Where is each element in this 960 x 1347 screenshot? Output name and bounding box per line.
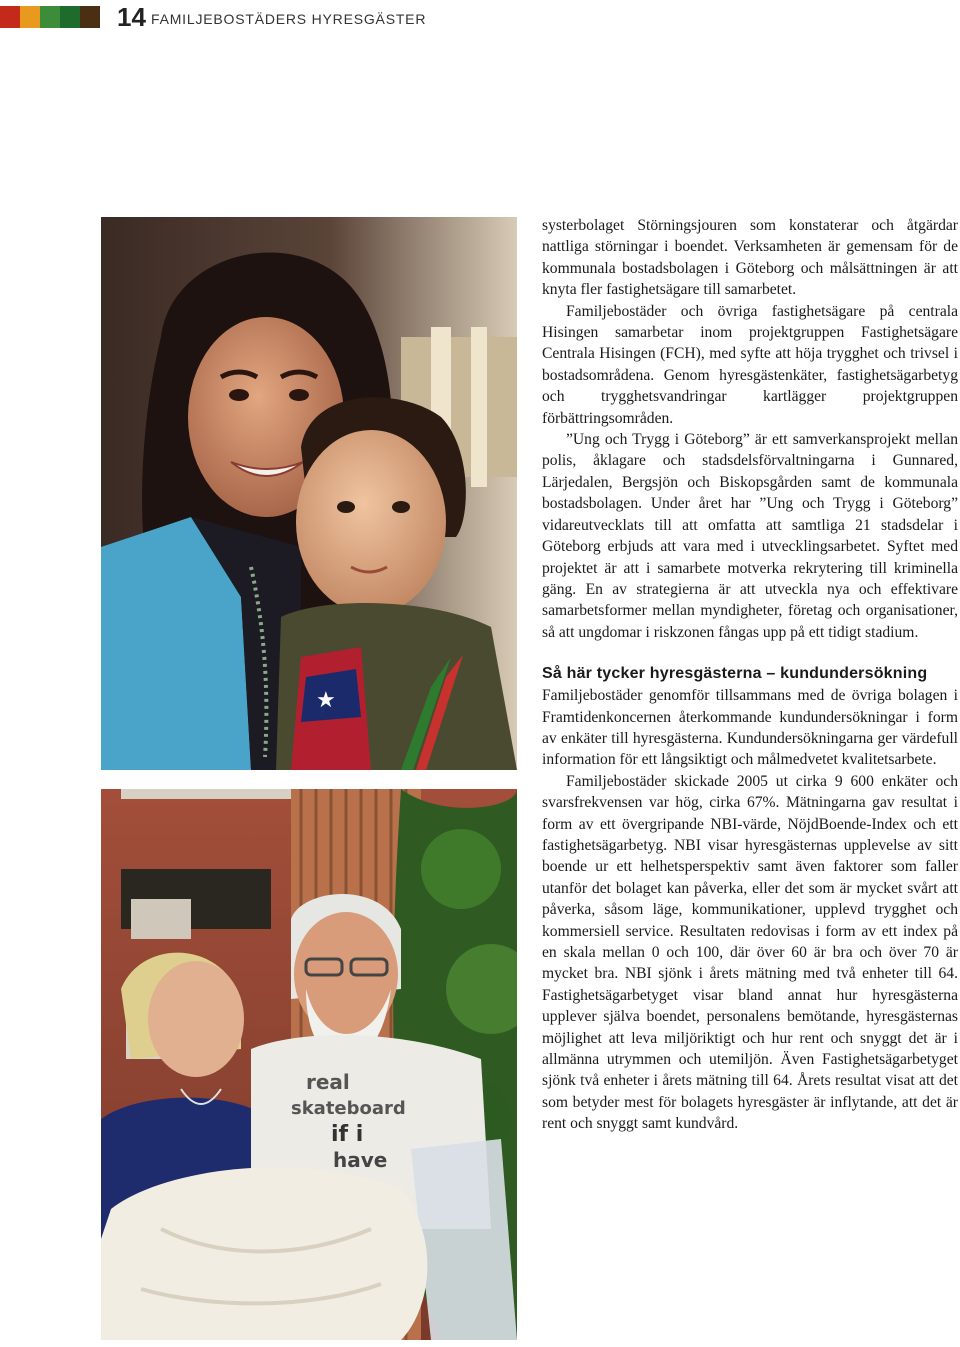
shirt-text-line-4: have	[333, 1148, 388, 1172]
color-swatch-bar	[0, 6, 100, 28]
woman-and-child-photo	[101, 217, 517, 770]
shirt-text-line-2: skateboard	[291, 1098, 406, 1119]
shirt-text-line-1: real	[306, 1070, 350, 1094]
section-heading: Så här tycker hyresgästerna – kundundersökning	[542, 665, 928, 683]
shirt-text-line-3: if i	[331, 1122, 364, 1147]
color-swatch-green	[40, 6, 60, 28]
article-body	[542, 215, 958, 1135]
svg-text:★: ★	[316, 687, 336, 712]
page-number: 14	[117, 2, 146, 32]
running-title: FAMILJEBOSTÄDERS HYRESGÄSTER	[151, 11, 427, 27]
color-swatch-orange	[20, 6, 40, 28]
color-swatch-red	[0, 6, 20, 28]
article-paragraph: ”Ung och Trygg i Göteborg” är ett samverkansprojekt mellan polis, åklagare och stadsdelsförvaltningarna i Gunnared, Lärjedalen, Bergsjön och Biskopsgården samt de kommunala bostadsbolagen. Under året har ”Ung och Trygg i Göteborg” vidareutvecklats till att omfatta att samtliga 21 stadsdelar i Göteborg erbjuds att vara med i utvecklingsarbetet. Syftet med projektet är att i samarbete motverka rekrytering till kriminella gäng. En av strategierna är att utveckla nya och effektivare samarbetsformer mellan myndigheter, företag och organisationer, så att ungdomar i riskzonen fångas upp på ett tidigt stadium.	[542, 431, 958, 641]
article-paragraph: systerbolaget Störningsjouren som konstaterar och åtgärdar nattliga störningar i boendet. Verksamheten är gemensam för de kommunala bostadsbolagen i Göteborg och målsättningen är att knyta fler fastighetsägare till samarbetet.	[542, 217, 958, 299]
elderly-couple-photo	[101, 789, 517, 1340]
article-paragraph: Familjebostäder genomför tillsammans med de övriga bolagen i Framtidenkoncernen återkommande kundundersökningar i form av enkäter till hyresgästerna. Kundundersökningarna ger värdefull information för ett långsiktigt och målmedvetet kvalitetsarbete.	[542, 687, 958, 769]
article-paragraph: Familjebostäder och övriga fastighetsägare på centrala Hisingen samarbetar inom projektgruppen Fastighetsägare Centrala Hisingen (FCH), med syfte att höja trygghet och trivsel i bostadsområdena. Genom hyresgästenkäter, fastighetsägarbetyg och trygghetsvandringar kartlägger projektgruppen förbättringsområden.	[542, 302, 958, 427]
article-paragraph: Familjebostäder skickade 2005 ut cirka 9 600 enkäter och svarsfrekvensen var hög, cirka 67%. Mätningarna gav resultat i form av ett övergripande NBI-värde, NöjdBoende-Index och ett fastighetsägarbetyg. NBI visar hyresgästernas upplevelse av sitt boende ur ett helhetsperspektiv samt även faktorer som faller utanför det bolaget kan påverka, eller det som är mycket svårt att påverka, såsom läge, kommunikationer, upplevd trygghet och kommersiell service. Resultaten redovisas i form av ett index på en skala mellan 0 och 100, där över 60 är bra och över 70 är mycket bra. NBI sjönk i årets mätning med två enheter till 64. Fastighetsägarbetyget visar bland annat hur hyresgästerna upplever själva boendet, personalens bemötande, hyresgästernas möjlighet att leva miljöriktigt och hur rent och snyggt det är i allmänna utrymmen och utemiljön. Även Fastighetsägarbetyget sjönk två enheter i årets mätning till 64. Årets resultat visat att det som betyder mest för bolagets hyresgäster är inflytande, att det är rent och snyggt samt kundvård.	[542, 772, 958, 1133]
color-swatch-brown	[80, 6, 100, 28]
color-swatch-dark-green	[60, 6, 80, 28]
